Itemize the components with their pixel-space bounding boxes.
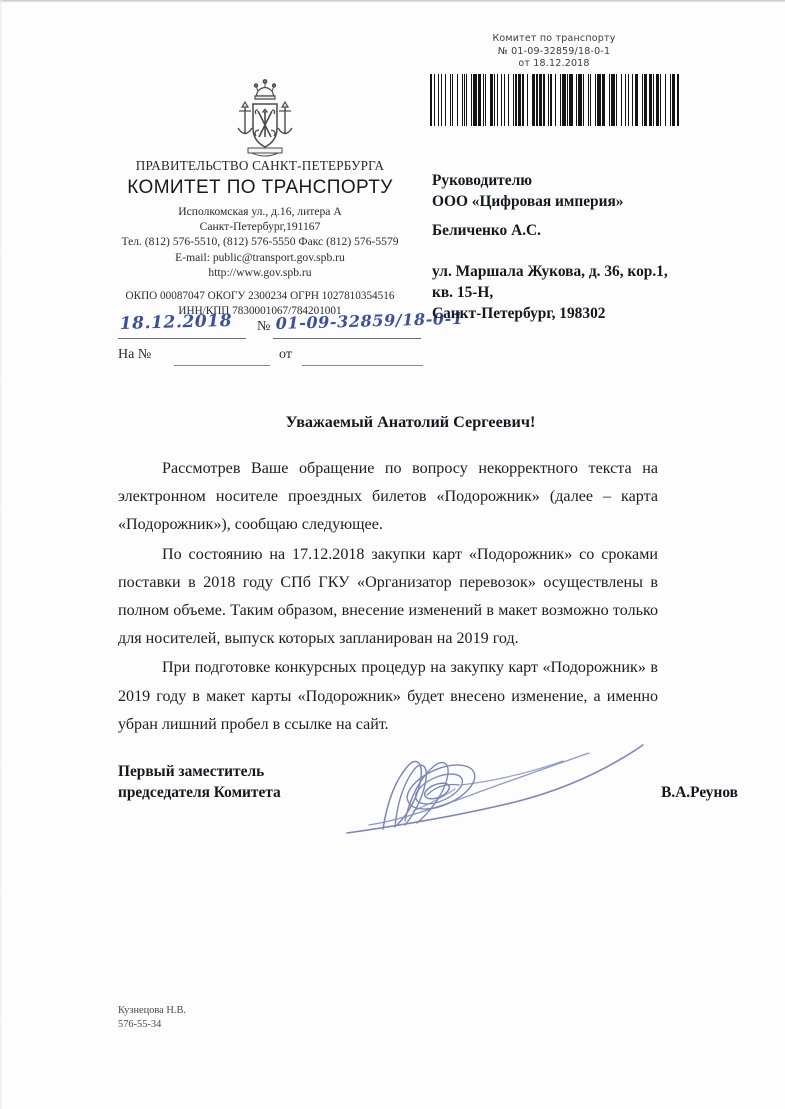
executor-footer <box>118 1004 186 1031</box>
letterhead <box>60 158 460 318</box>
letter-paragraph-2: По состоянию на 17.12.2018 закупки карт «Подорожник» со сроками поставки в 2018 году СПб ГКУ «Организатор перевозок» осуществлены в полном объеме. Таким образом, внесение изменений в макет возможно только для носителей, выпуск которых запланирован на 2019 год. <box>118 545 658 648</box>
letter-paragraph-1: Рассмотрев Ваше обращение по вопросу некорректного текста на электронном носителе проездных билетов «Подорожник» (далее – карта «Подорожник»), сообщаю следующее. <box>118 460 658 534</box>
barcode-caption-date: от 18.12.2018 <box>518 58 590 69</box>
signer-title-line-2: председателя Комитета <box>118 783 281 801</box>
executor-name: Кузнецова Н.В. <box>118 1005 186 1016</box>
signature-block <box>118 762 738 822</box>
executor-phone: 576-55-34 <box>118 1018 162 1030</box>
addressee-role: Руководителю <box>432 172 532 189</box>
saint-petersburg-coat-of-arms-icon <box>228 78 302 162</box>
letterhead-government-line: ПРАВИТЕЛЬСТВО САНКТ-ПЕТЕРБУРГА <box>135 158 385 173</box>
letterhead-committee-title: КОМИТЕТ ПО ТРАНСПОРТУ <box>127 177 393 198</box>
barcode-caption-number: № 01-09-32859/18-0-1 <box>497 45 611 57</box>
incoming-number-label: На № <box>118 347 152 362</box>
letterhead-website-line: http://www.gov.spb.ru <box>208 265 312 279</box>
handwritten-signature <box>343 737 653 847</box>
outgoing-number-rule <box>273 338 421 339</box>
signer-title-line-1: Первый заместитель <box>118 763 265 780</box>
scan-edge-left <box>0 0 2 1109</box>
addressee-person: Беличенко А.С. <box>432 222 542 239</box>
barcode-bars <box>430 74 678 126</box>
outgoing-date-rule <box>118 338 246 339</box>
letterhead-codes-line-2: ИНН/КПП 7830001067/784201001 <box>178 304 342 317</box>
letterhead-phone-line: Тел. (812) 576-5510, (812) 576-5550 Факс (812) 576-5579 <box>121 235 399 249</box>
outgoing-date-handwritten: 18.12.2018 <box>119 310 233 334</box>
letter-paragraph-3: При подготовке конкурсных процедур на закупку карт «Подорожник» в 2019 году в макет карты «Подорожник» будет внесено изменение, а именно убран лишний пробел в ссылке на сайт. <box>118 659 658 733</box>
incoming-date-label: от <box>279 347 292 362</box>
letter-body <box>118 455 658 740</box>
outgoing-number-handwritten: 01-09-32859/18-0-1 <box>275 308 464 333</box>
letterhead-email-line: E-mail: public@transport.gov.spb.ru <box>175 250 345 264</box>
letter-greeting: Уважаемый Анатолий Сергеевич! <box>285 413 536 431</box>
addressee-city-postcode: Санкт-Петербург, 198302 <box>432 305 606 322</box>
addressee-organization: ООО «Цифровая империя» <box>432 193 624 210</box>
letterhead-codes-line-1: ОКПО 00087047 ОКОГУ 2300234 ОГРН 1027810354516 <box>125 290 395 303</box>
letterhead-address-line-1: Исполкомская ул., д.16, литера А <box>178 205 342 218</box>
reference-incoming-row <box>118 343 418 370</box>
signer-title <box>118 762 281 803</box>
scan-edge-top <box>0 0 785 3</box>
addressee-street: ул. Маршала Жукова, д. 36, кор.1, <box>432 263 668 280</box>
barcode-caption-committee: Комитет по транспорту <box>492 33 616 44</box>
letterhead-contacts <box>60 204 460 280</box>
addressee-apartment: кв. 15-Н, <box>432 284 494 301</box>
signer-name: В.А.Реунов <box>661 784 738 801</box>
letterhead-address-line-2: Санкт-Петербург,191167 <box>199 220 321 234</box>
number-sign-label: № <box>257 319 271 334</box>
incoming-date-rule <box>302 365 423 366</box>
addressee-block <box>432 170 762 324</box>
incoming-number-rule <box>174 365 270 366</box>
registration-barcode-label <box>430 33 678 126</box>
